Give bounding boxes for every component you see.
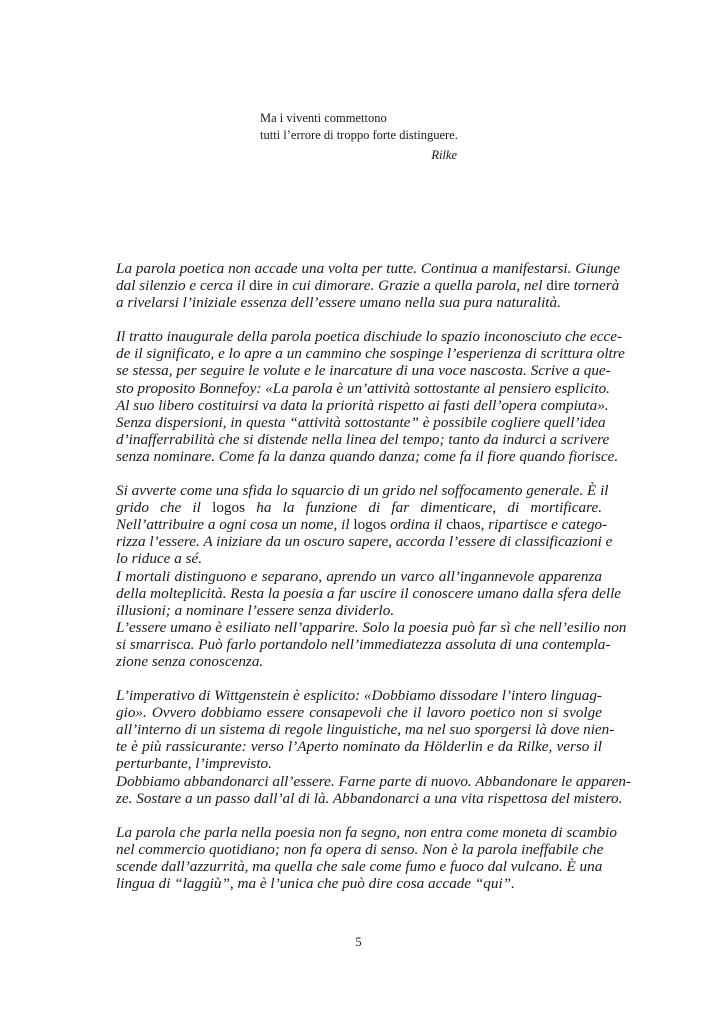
upright-term: logos	[353, 516, 387, 534]
text-line: L’essere umano è esiliato nell’apparire. Solo la poesia può far sì che nell’esilio non	[116, 618, 627, 636]
text-line: a rivelarsi l’iniziale essenza dell’essere umano nella sua pura naturalità.	[116, 294, 561, 312]
text-line: se stessa, per seguire le volute e le inarcature di una voce nascosta. Scrive a que-	[116, 362, 611, 380]
page-number: 5	[355, 935, 362, 949]
text-line: della molteplicità. Resta la poesia a far uscire il conoscere umano dalla sfera delle	[116, 584, 622, 602]
text-line: La parola poetica non accade una volta per tutte. Continua a manifestarsi. Giunge	[116, 260, 620, 277]
text-line: rizza l’essere. A iniziare da un oscuro sapere, accorda l’essere di classificazioni e	[116, 533, 613, 551]
text-line: all’interno di un sistema di regole linguistiche, ma nel suo sporgersi là dove nien-	[116, 721, 615, 739]
text-line: lo riduce a sé.	[116, 550, 203, 568]
text-line: de il significato, e lo apre a un cammino che sospinge l’esperienza di scrittura oltre	[116, 345, 625, 363]
text-line: La parola che parla nella poesia non fa segno, non entra come moneta di scambio	[116, 823, 617, 841]
epigraph-line-1: Ma i viventi commettono	[260, 111, 387, 125]
upright-term: logos	[212, 499, 246, 517]
text-line: d’inafferrabilità che si distende nella linea del tempo; tanto da indurci a scrivere	[116, 430, 610, 448]
text-line: te è più rassicurante: verso l’Aperto nominato da Hölderlin e da Rilke, verso il	[116, 738, 602, 756]
paragraph	[116, 328, 625, 465]
text-line: L’imperativo di Wittgenstein è esplicito: «Dobbiamo dissodare l’intero linguag-	[116, 687, 602, 705]
text-line: Dobbiamo abbandonarci all’essere. Farne parte di nuovo. Abbandonare le apparen-	[116, 772, 632, 790]
text-line: nel commercio quotidiano; non fa opera di senso. Non è la parola ineffabile che	[116, 840, 604, 858]
text-line: I mortali distinguono e separano, aprendo un varco all’ingannevole apparenza	[116, 567, 602, 585]
text-line: illusioni; a nominare l’essere senza dividerlo.	[116, 601, 395, 619]
text-line: gio». Ovvero dobbiamo essere consapevoli che il lavoro poetico non si svolge	[116, 704, 602, 722]
upright-term: chaos	[446, 516, 481, 534]
text-line: grido che il logos ha la funzione di far dimenticare, di mortificare.	[116, 499, 602, 517]
text-line: Il tratto inaugurale della parola poetica dischiude lo spazio inconosciuto che ecce-	[116, 328, 623, 346]
paragraph	[116, 823, 617, 892]
text-line: senza nominare. Come fa la danza quando danza; come fa il fiore quando fiorisce.	[116, 447, 619, 465]
text-line: sto proposito Bonnefoy: «La parola è un’attività sottostante al pensiero esplicito.	[116, 379, 610, 397]
paragraph	[116, 482, 627, 670]
text-line: Nell’attribuire a ogni cosa un nome, il logos ordina il chaos, ripartisce e catego-	[116, 516, 608, 534]
paragraph	[116, 687, 632, 807]
text-line: Al suo libero costituirsi va data la priorità rispetto ai fasti dell’opera compiuta».	[116, 396, 609, 414]
text-line: zione senza conoscenza.	[116, 652, 264, 670]
text-line: perturbante, l’imprevisto.	[116, 755, 272, 773]
text-line: scende dall’azzurrità, ma quella che sale come fumo e fuoco dal vulcano. È una	[116, 857, 603, 875]
upright-term: dire	[546, 277, 570, 295]
epigraph-line-2: tutti l’errore di troppo forte distinguere.	[260, 128, 458, 142]
paragraph	[116, 260, 620, 312]
upright-term: dire	[249, 277, 273, 295]
text-line: Senza dispersioni, in questa “attività sottostante” è possibile cogliere quell’idea	[116, 413, 606, 431]
epigraph	[260, 110, 460, 164]
text-line: si smarrisca. Può farlo portandolo nell’immediatezza assoluta di una contempla-	[116, 635, 611, 653]
text-line: dal silenzio e cerca il dire in cui dimorare. Grazie a quella parola, nel dire tornerà	[116, 277, 620, 295]
text-line: lingua di “laggiù”, ma è l’unica che può dire cosa accade “qui”.	[116, 875, 515, 892]
body-text	[116, 260, 632, 909]
text-line: ze. Sostare a un passo dall’al di là. Abbandonarci a una vita rispettosa del mistero.	[116, 789, 623, 807]
epigraph-author: Rilke	[431, 148, 457, 162]
text-line: Si avverte come una sfida lo squarcio di un grido nel soffocamento generale. È il	[116, 482, 609, 500]
